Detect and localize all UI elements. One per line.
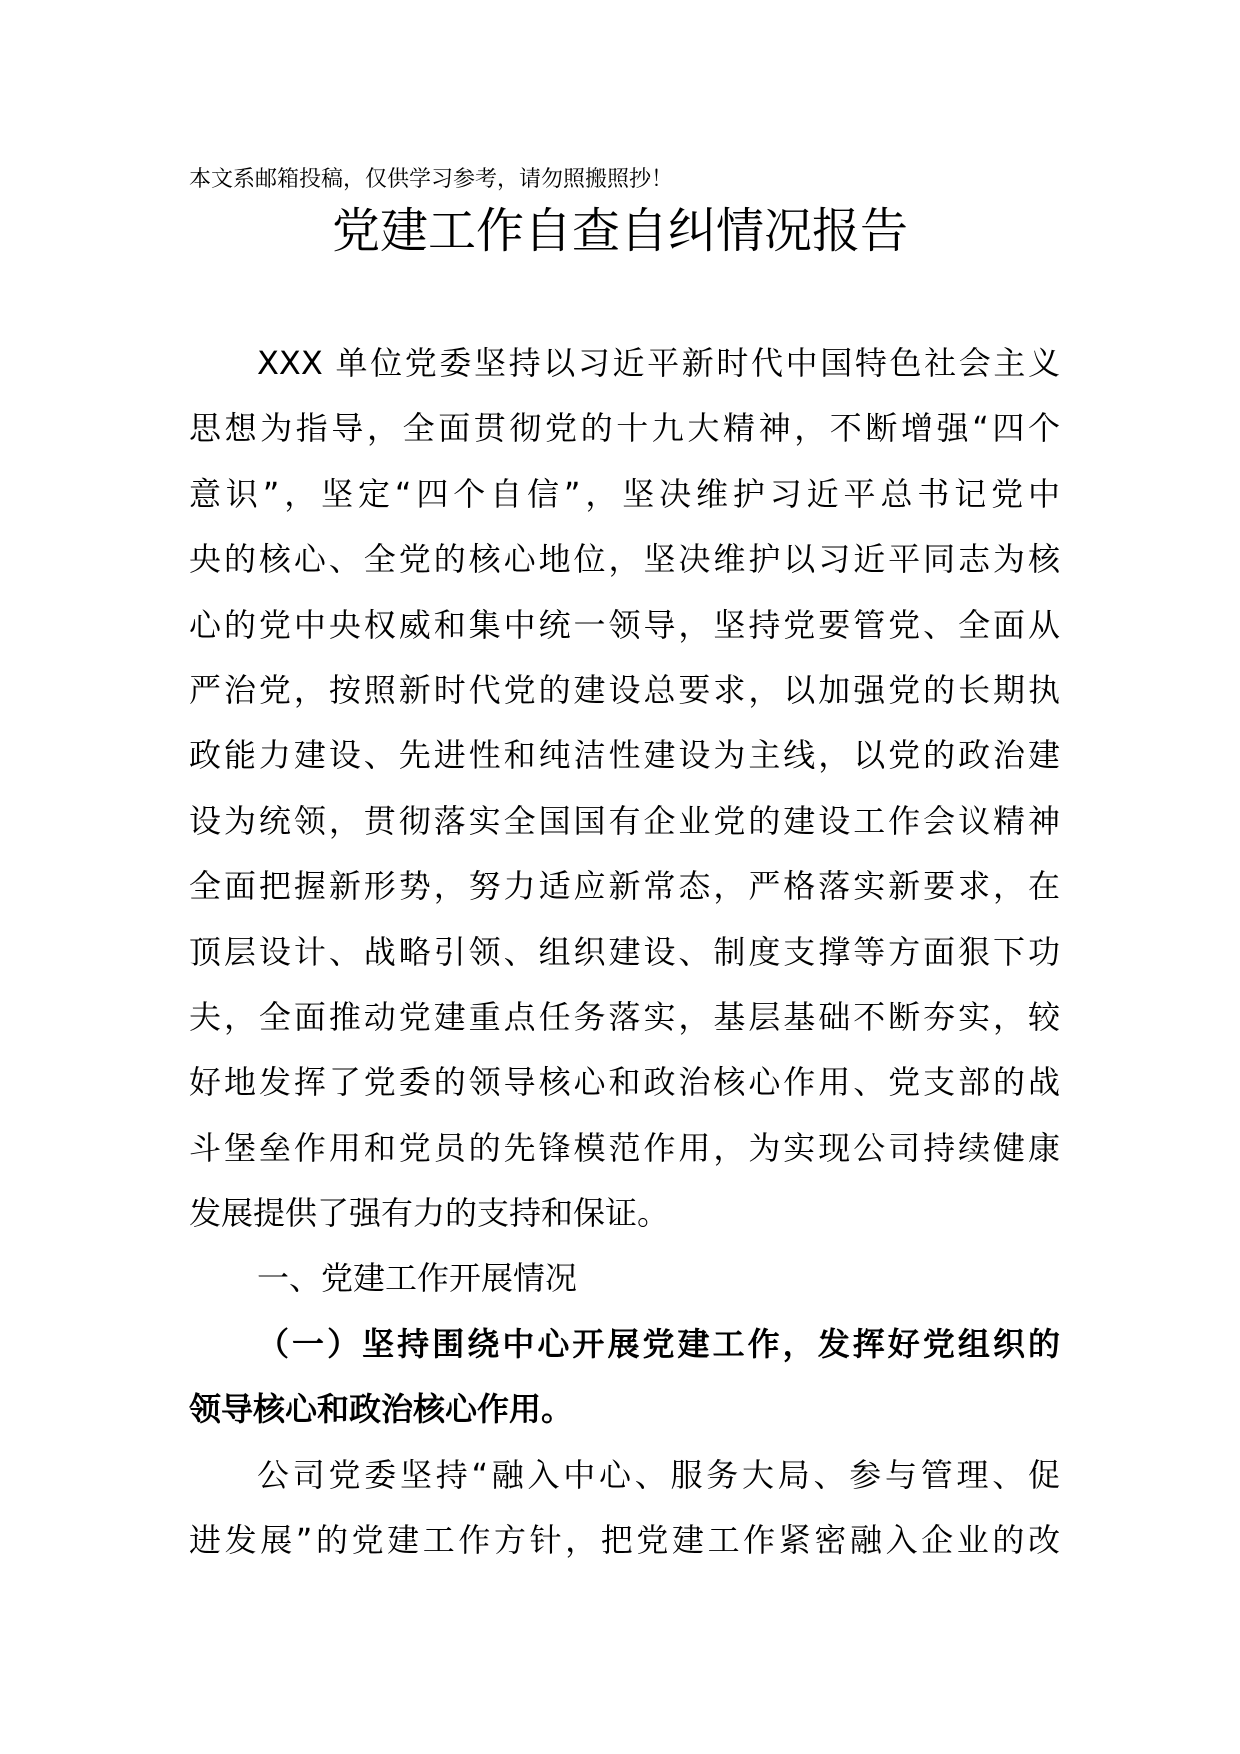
paragraph-line: 严治党，按照新时代党的建设总要求，以加强党的长期执: [189, 671, 1060, 709]
paragraph-line: 心的党中央权威和集中统一领导，坚持党要管党、全面从: [189, 606, 1060, 644]
paragraph-line: 发展提供了强有力的支持和保证。: [189, 1194, 670, 1232]
paragraph-line: 央的核心、全党的核心地位，坚决维护以习近平同志为核: [189, 540, 1060, 578]
paragraph-line: 思想为指导，全面贯彻党的十九大精神，不断增强“四个: [189, 409, 1060, 447]
paragraph-line: 好地发挥了党委的领导核心和政治核心作用、党支部的战: [189, 1063, 1060, 1101]
section-heading: 一、党建工作开展情况: [257, 1259, 578, 1297]
paragraph-line: 公司党委坚持“融入中心、服务大局、参与管理、促: [257, 1456, 1060, 1494]
paragraph-line: XXX 单位党委坚持以习近平新时代中国特色社会主义: [257, 344, 1060, 382]
paragraph-line: 意识”，坚定“四个自信”，坚决维护习近平总书记党中: [189, 475, 1060, 513]
paragraph-line: 斗堡垒作用和党员的先锋模范作用，为实现公司持续健康: [189, 1129, 1060, 1167]
paragraph-line: 顶层设计、战略引领、组织建设、制度支撑等方面狠下功: [189, 933, 1060, 971]
paragraph-line: 设为统领，贯彻落实全国国有企业党的建设工作会议精神: [189, 802, 1060, 840]
paragraph-line: 全面把握新形势，努力适应新常态，严格落实新要求，在: [189, 867, 1060, 905]
subheading-line: （一）坚持围绕中心开展党建工作，发挥好党组织的: [257, 1325, 1060, 1363]
paragraph-line: 进发展”的党建工作方针，把党建工作紧密融入企业的改: [189, 1521, 1060, 1559]
document-title: 党建工作自查自纠情况报告: [331, 203, 908, 259]
paragraph-line: 政能力建设、先进性和纯洁性建设为主线，以党的政治建: [189, 736, 1060, 774]
subheading-line: 领导核心和政治核心作用。: [189, 1390, 574, 1428]
notice-text: 本文系邮箱投稿，仅供学习参考，请勿照搬照抄！: [189, 167, 674, 192]
paragraph-line: 夫，全面推动党建重点任务落实，基层基础不断夯实，较: [189, 998, 1060, 1036]
